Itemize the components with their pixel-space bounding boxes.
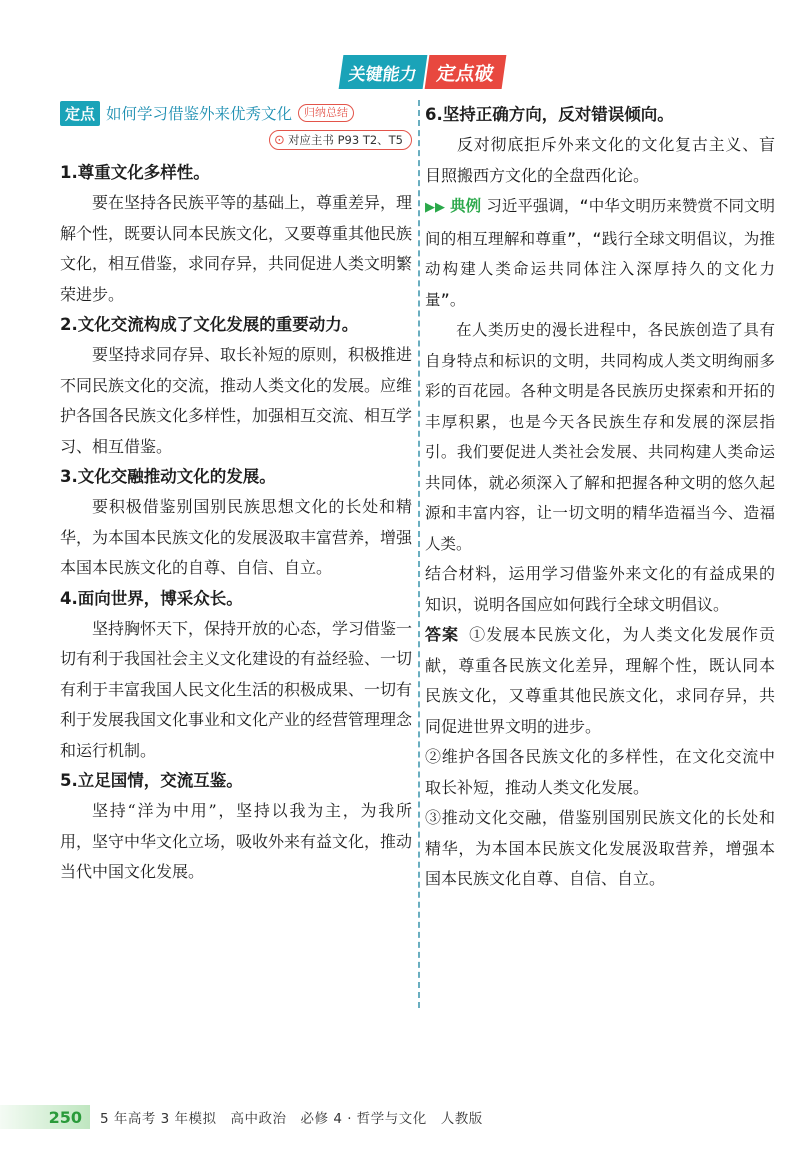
reference-badge [269,130,412,150]
page-number-strip [0,1105,90,1129]
example-quote: 习近平强调，“中华文明历来赞赏不同文明间的相互理解和尊重”，“践行全球文明倡议，为推动构建人类命运共同体注入深厚持久的文化力量”。 [425,197,775,309]
reference-text: 对应主书 P93 T2、T5 [287,133,403,147]
point-body-5: 坚持“洋为中用”，坚持以我为主，为我所用，坚守中华文化立场，吸收外来有益文化，推动当代中国文化发展。 [60,801,413,881]
point-body-3: 要积极借鉴别国别民族思想文化的长处和精华，为本国本民族文化的发展汲取丰富营养，增强本国本民族文化的自尊、自信、自立。 [60,497,413,577]
point-heading-1: 1.尊重文化多样性。 [60,163,210,182]
point-heading-4: 4.面向世界，博采众长。 [60,588,243,608]
left-column [60,100,412,888]
example-material: 在人类历史的漫长进程中，各民族创造了具有自身特点和标识的文明，共同构成人类文明绚丽多彩的百花园。各种文明是各民族历史探索和开拓的丰厚积累，也是今天各民族生存和发展的深层指引。我们要促进人类社会发展、共同构建人类命运共同体，就必须深入了解和把握各种文明的悠久起源和丰富内容，让一切文明的精华造福当今、造福人类。 [425,321,775,553]
section-banner [341,55,504,89]
answer-3: ③推动文化交融，借鉴别国别民族文化的长处和精华，为本国本民族文化发展汲取营养，增强本国本民族文化自尊、自信、自立。 [425,808,775,888]
point-heading-3: 3.文化交融推动文化的发展。 [60,467,276,486]
point-body-2: 要坚持求同存异、取长补短的原则，积极推进不同民族文化的交流，推动人类文化的发展。应维护各国各民族文化多样性，加强相互交流、相互学习、相互借鉴。 [60,345,413,456]
reference-row [60,130,412,150]
banner-key-ability: 关键能力 [339,55,428,89]
page-footer [0,1103,483,1131]
point-body-6: 反对彻底拒斥外来文化的文化复古主义、盲目照搬西方文化的全盘西化论。 [425,135,775,185]
answer-1-text: ①发展本民族文化，为人类文化发展作贡献，尊重各民族文化差异，理解个性，既认同本民族文化，又尊重其他民族文化，求同存异，共同促进世界文明的进步。 [425,625,775,736]
answer-label: 答案 [425,625,460,644]
example-block [425,191,775,315]
double-arrow-icon: ▶▶ [425,200,446,215]
point-body-4: 坚持胸怀天下，保持开放的心态，学习借鉴一切有利于我国社会主义文化建设的有益经验、一切有利于丰富我国人民文化生活的积极成果、一切有利于发展我国文化事业和文化产业的经营管理理念和运行机制。 [60,618,413,760]
topic-tag: 定点 [60,101,100,126]
target-icon: ⊙ [274,132,285,148]
point-heading-6: 6.坚持正确方向，反对错误倾向。 [425,105,674,124]
right-column [425,100,775,895]
answer-1 [425,620,775,742]
point-body-1: 要在坚持各民族平等的基础上，尊重差异，理解个性，既要认同本民族文化，又要尊重其他民族文化，相互借鉴，求同存异，共同促进人类文明繁荣进步。 [60,193,413,304]
book-title: 5 年高考 3 年模拟 高中政治 必修 4 · 哲学与文化 人教版 [100,1111,483,1127]
topic-title: 如何学习借鉴外来优秀文化 [106,105,293,123]
summary-stamp: 归纳总结 [298,104,354,122]
example-label: 典例 [450,197,482,215]
topic-header [60,100,412,126]
question-text: 结合材料，运用学习借鉴外来文化的有益成果的知识，说明各国应如何践行全球文明倡议。 [425,564,775,614]
column-divider [418,100,420,1008]
page-number: 250 [48,1107,82,1127]
banner-breakthrough: 定点破 [425,55,507,89]
point-heading-2: 2.文化交流构成了文化发展的重要动力。 [60,315,359,334]
point-heading-5: 5.立足国情，交流互鉴。 [60,771,243,790]
answer-2: ②维护各国各民族文化的多样性，在文化交流中取长补短，推动人类文化发展。 [425,747,775,797]
